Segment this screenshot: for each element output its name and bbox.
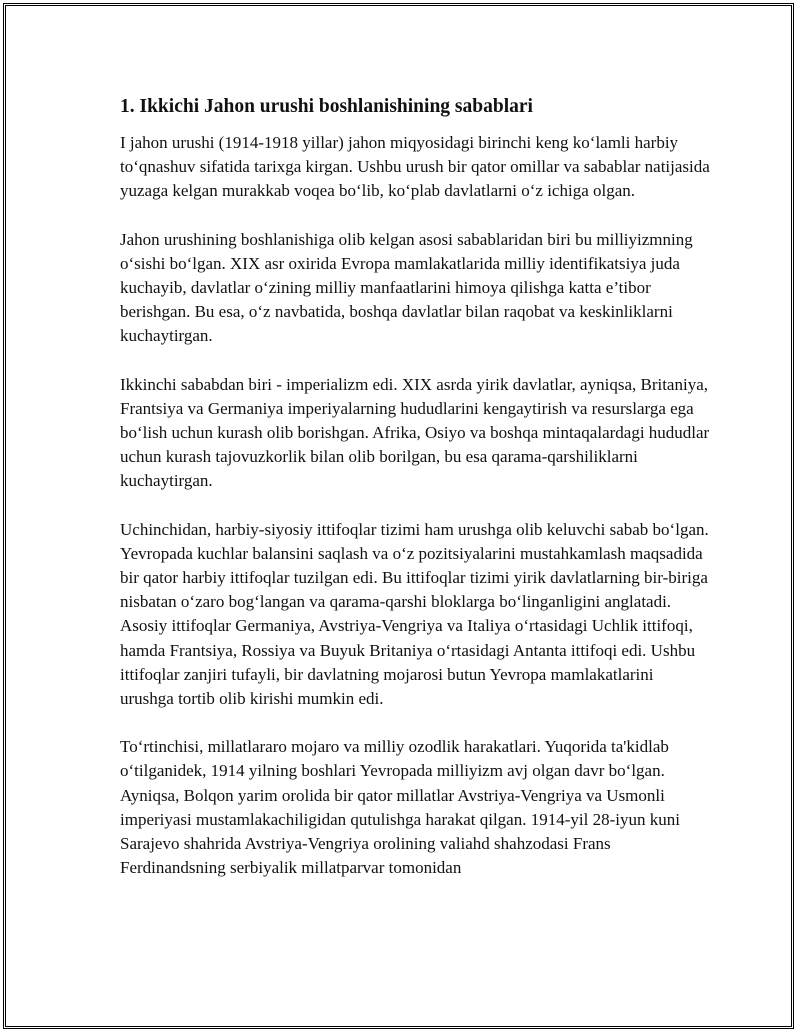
- paragraph-5: To‘rtinchisi, millatlararo mojaro va milliy ozodlik harakatlari. Yuqorida ta'kidlab o‘tilganidek, 1914 yilning boshlari Yevropada milliyizm avj olgan davr bo‘lgan. Ayniqsa, Bolqon yarim orolida bir qator millatlar Avstriya-Vengriya va Usmonli imperiyasi mustamlakachiligidan qutulishga harakat qilgan. 1914-yil 28-iyun kuni Sarajevo shahrida Avstriya-Vengriya orolining valiahd shahzodasi Frans Ferdinandsning serbiyalik millatparvar tomonidan: [120, 737, 680, 878]
- section-title: 1. Ikkichi Jahon urushi boshlanishining sabablari: [120, 96, 533, 117]
- document-page: [3, 3, 794, 1029]
- paragraph-2: Jahon urushining boshlanishiga olib kelgan asosi sabablaridan biri bu milliyizmning o‘sishi bo‘lgan. XIX asr oxirida Evropa mamlakatlarida milliy identifikatsiya juda kuchayib, davlatlar o‘zining milliy manfaatlarini himoya qilishga katta e’tibor berishgan. Bu esa, o‘z navbatida, boshqa davlatlar bilan raqobat va keskinliklarni kuchaytirgan.: [120, 229, 693, 346]
- paragraph-4: Uchinchidan, harbiy-siyosiy ittifoqlar tizimi ham urushga olib keluvchi sabab bo‘lgan. Yevropada kuchlar balansini saqlash va o‘z pozitsiyalarini mustahkamlash maqsadida bir qator harbiy ittifoqlar tuzilgan edi. Bu ittifoqlar tizimi yirik davlatlarning bir-biriga nisbatan o‘zaro bog‘langan va qarama-qarshi bloklarga bo‘linganligini anglatadi. Asosiy ittifoqlar Germaniya, Avstriya-Vengriya va Italiya o‘rtasidagi Uchlik ittifoqi, hamda Frantsiya, Rossiya va Buyuk Britaniya o‘rtasidagi Antanta ittifoqi edi. Ushbu ittifoqlar zanjiri tufayli, bir davlatning mojarosi butun Yevropa mamlakatlarini urushga tortib olib kirishi mumkin edi.: [120, 519, 709, 709]
- paragraph-1: I jahon urushi (1914-1918 yillar) jahon miqyosidagi birinchi keng ko‘lamli harbiy to‘qnashuv sifatida tarixga kirgan. Ushbu urush bir qator omillar va sabablar natijasida yuzaga kelgan murakkab voqea bo‘lib, ko‘plab davlatlarni o‘z ichiga olgan.: [120, 133, 710, 201]
- document-body: [120, 94, 710, 880]
- paragraph-3: Ikkinchi sababdan biri - imperializm edi. XIX asrda yirik davlatlar, ayniqsa, Britaniya, Frantsiya va Germaniya imperiyalarning hududlarini kengaytirish va resurslarga ega bo‘lish uchun kurash olib borishgan. Afrika, Osiyo va boshqa mintaqalardagi hududlar uchun kurash tajovuzkorlik bilan olib borilgan, bu esa qarama-qarshiliklarni kuchaytirgan.: [120, 374, 710, 491]
